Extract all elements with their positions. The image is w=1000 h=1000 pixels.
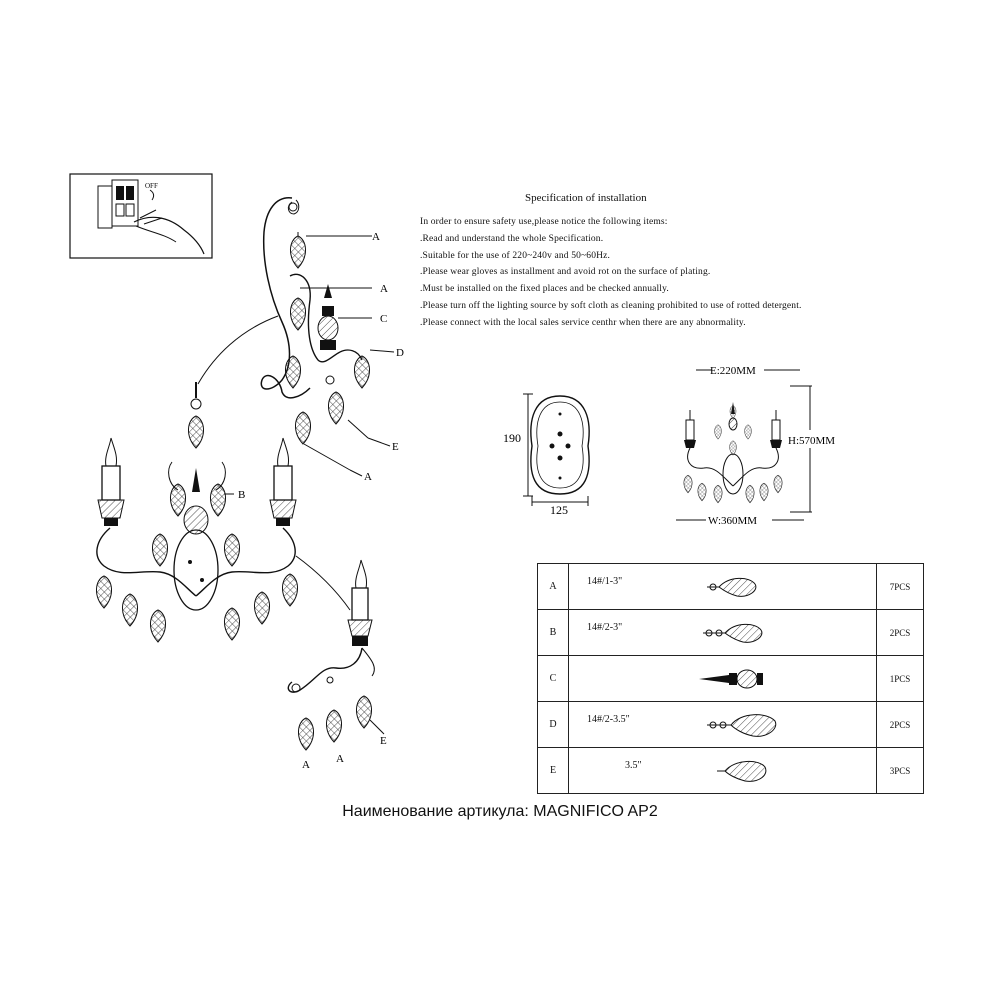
callout-E-lower: E xyxy=(380,735,387,747)
callout-A-lower-1: A xyxy=(302,759,310,771)
callout-A-lower-2: A xyxy=(336,753,344,765)
power-off-illustration xyxy=(70,174,212,258)
part-description xyxy=(569,702,877,748)
dimension-w-label: W:360MM xyxy=(708,515,758,527)
part-letter: B xyxy=(538,610,569,656)
crystal-drop-1-bead-icon xyxy=(679,570,799,604)
part-letter: D xyxy=(538,702,569,748)
part-description xyxy=(569,748,877,794)
candle-arm-detail-view xyxy=(288,560,387,771)
backplate-height-label: 190 xyxy=(503,431,521,445)
callout-A-upper-1: A xyxy=(372,231,380,243)
specification-list xyxy=(420,214,802,332)
table-row xyxy=(538,610,924,656)
parts-table xyxy=(537,563,924,794)
specification-line: .Please connect with the local sales service centhr when there are any abnormality. xyxy=(420,317,746,328)
specification-title: Specification of installation xyxy=(525,192,647,204)
callout-B-main: B xyxy=(238,489,246,501)
part-quantity: 7PCS xyxy=(877,564,924,610)
callout-A-upper-3: A xyxy=(364,471,372,483)
specification-line: In order to ensure safety use,please notice the following items: xyxy=(420,217,668,227)
callout-A-upper-2: A xyxy=(380,283,388,295)
part-quantity: 3PCS xyxy=(877,748,924,794)
table-row xyxy=(538,702,924,748)
specification-line: .Must be installed on the fixed places and be checked annually. xyxy=(420,284,669,295)
part-description xyxy=(569,656,877,702)
backplate-width-label: 125 xyxy=(550,503,568,517)
part-code: 14#/1-3" xyxy=(587,576,623,587)
table-row xyxy=(538,564,924,610)
part-quantity: 2PCS xyxy=(877,702,924,748)
part-letter: E xyxy=(538,748,569,794)
part-description xyxy=(569,564,877,610)
arm-detail-view xyxy=(198,198,404,483)
part-quantity: 2PCS xyxy=(877,610,924,656)
crystal-drop-single-icon xyxy=(679,754,799,788)
part-quantity: 1PCS xyxy=(877,656,924,702)
switch-off-label: OFF xyxy=(145,182,158,190)
crystal-drop-2-beads-icon xyxy=(679,616,799,650)
overall-dimensions-drawing xyxy=(676,365,835,527)
main-fixture-view xyxy=(96,382,350,642)
part-description xyxy=(569,610,877,656)
article-caption: Наименование артикула: MAGNIFICO AP2 xyxy=(342,803,658,820)
specification-line: .Please turn off the lighting source by soft cloth as cleaning prohibited to use of rotted detergent. xyxy=(420,300,802,311)
part-code: 14#/2-3.5" xyxy=(587,714,630,725)
part-code: 14#/2-3" xyxy=(587,622,623,633)
dimension-e-label: E:220MM xyxy=(710,365,756,377)
crystal-spike-finial-icon xyxy=(679,662,799,696)
callout-D-upper: D xyxy=(396,347,404,359)
part-code: 3.5" xyxy=(625,760,642,771)
specification-line: .Please wear gloves as installment and avoid rot on the surface of plating. xyxy=(420,267,711,278)
callout-E-upper: E xyxy=(392,441,399,453)
crystal-drop-large-icon xyxy=(679,708,799,742)
part-letter: C xyxy=(538,656,569,702)
part-letter: A xyxy=(538,564,569,610)
dimension-h-label: H:570MM xyxy=(788,435,836,447)
table-row xyxy=(538,656,924,702)
table-row xyxy=(538,748,924,794)
callout-C-upper: C xyxy=(380,313,388,325)
backplate-drawing xyxy=(503,394,589,517)
specification-line: .Suitable for the use of 220~240v and 50~60Hz. xyxy=(420,250,610,261)
specification-line: .Read and understand the whole Specification. xyxy=(420,233,604,244)
